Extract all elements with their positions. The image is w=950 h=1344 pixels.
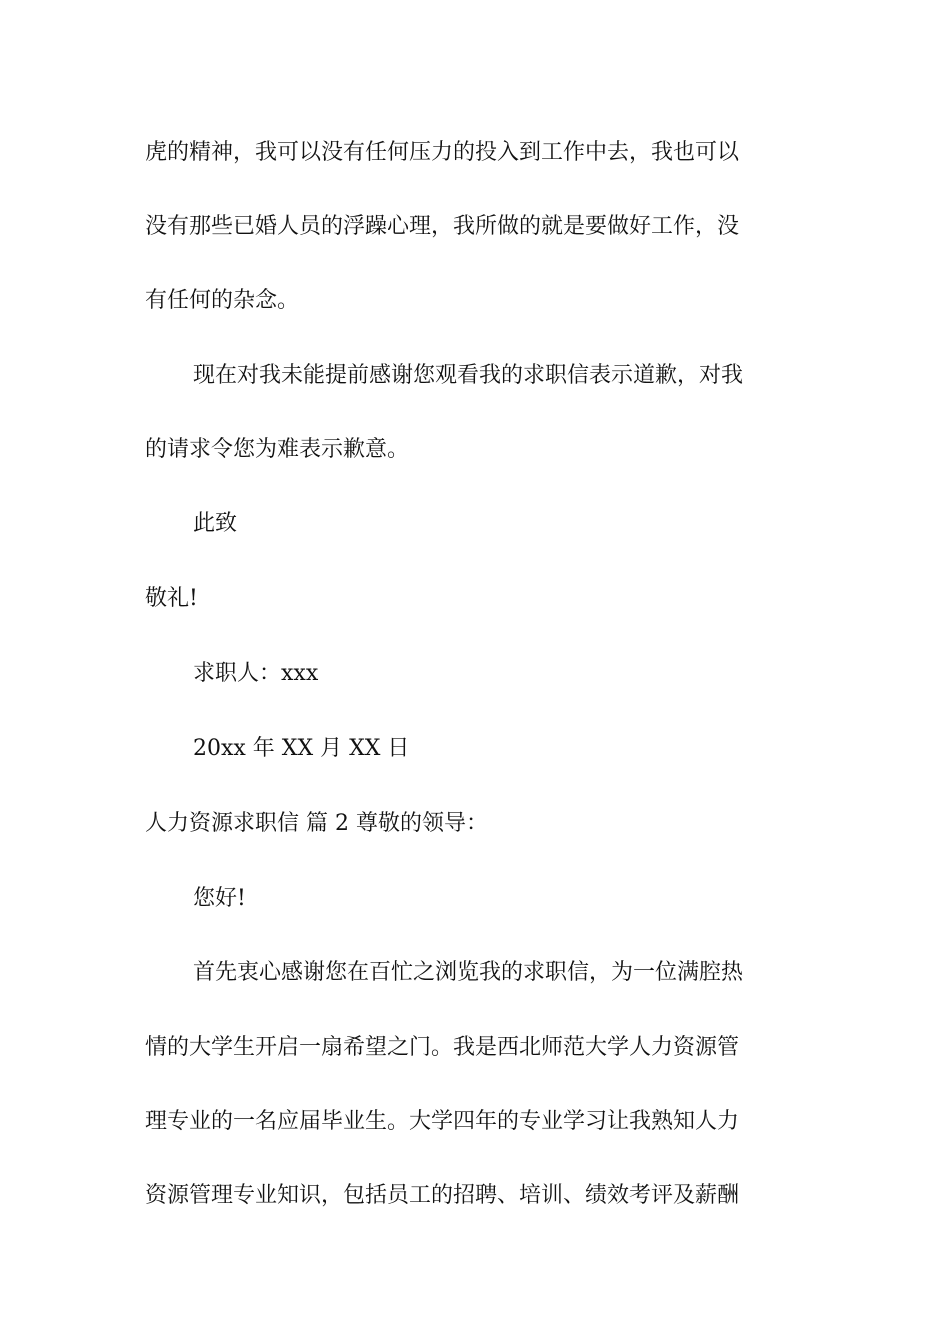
section-heading: 人力资源求职信 篇 2 尊敬的领导： (145, 811, 488, 836)
paragraph-line: 情的大学生开启一扇希望之门。我是西北师范大学人力资源管 (145, 1035, 740, 1060)
paragraph-line: 有任何的杂念。 (145, 288, 300, 313)
paragraph-line: 现在对我未能提前感谢您观看我的求职信表示道歉，对我 (193, 363, 744, 388)
paragraph-line: 资源管理专业知识，包括员工的招聘、培训、绩效考评及薪酬 (145, 1183, 740, 1208)
closing-salutation: 此致 (193, 511, 238, 536)
closing-regards: 敬礼! (145, 586, 198, 611)
paragraph-line: 虎的精神，我可以没有任何压力的投入到工作中去，我也可以 (145, 140, 740, 165)
paragraph-line: 理专业的一名应届毕业生。大学四年的专业学习让我熟知人力 (145, 1109, 740, 1134)
greeting: 您好! (193, 886, 246, 911)
letter-date: 20xx 年 XX 月 XX 日 (193, 736, 410, 761)
paragraph-line: 首先衷心感谢您在百忙之浏览我的求职信，为一位满腔热 (193, 960, 744, 985)
paragraph-line: 没有那些已婚人员的浮躁心理，我所做的就是要做好工作，没 (145, 214, 740, 239)
paragraph-line: 的请求令您为难表示歉意。 (145, 437, 410, 462)
applicant-name: 求职人：xxx (193, 661, 319, 686)
